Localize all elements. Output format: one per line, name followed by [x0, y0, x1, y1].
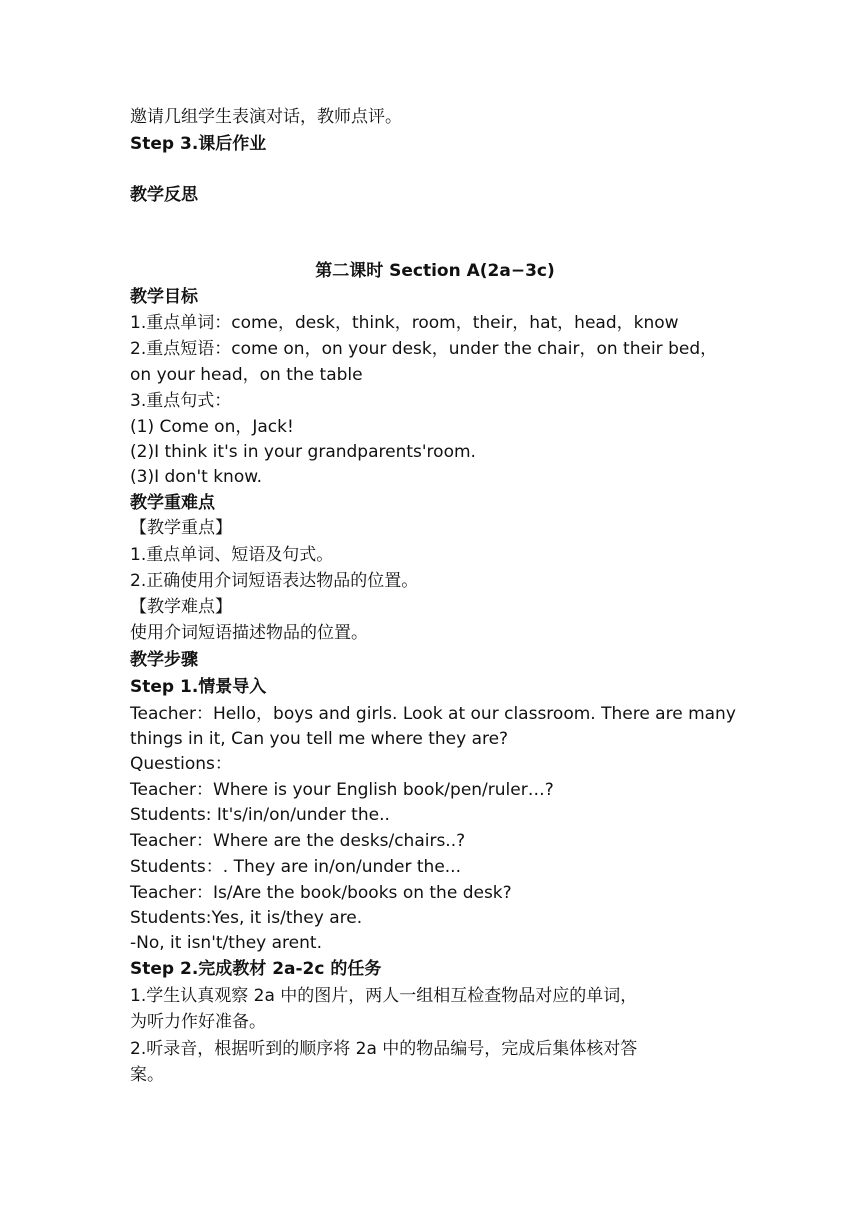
text-line: (3)I don't know.	[130, 467, 262, 487]
section-heading: 教学步骤	[130, 650, 198, 670]
text-line: 为听力作好准备。	[130, 1012, 266, 1032]
text-line: 【教学难点】	[130, 597, 232, 617]
text-line: 1.学生认真观察 2a 中的图片，两人一组相互检查物品对应的单词，	[130, 986, 638, 1006]
step-heading: Step 2.完成教材 2a-2c 的任务	[130, 959, 382, 979]
step-heading: Step 3.课后作业	[130, 134, 267, 154]
text-line: 2.听录音，根据听到的顺序将 2a 中的物品编号，完成后集体核对答	[130, 1039, 638, 1059]
text-line: 案。	[130, 1065, 164, 1085]
text-line: Students:Yes, it is/they are.	[130, 908, 363, 928]
text-line: Teacher：Is/Are the book/books on the desk?	[130, 883, 512, 903]
text-line: 1.重点单词、短语及句式。	[130, 545, 334, 565]
text-line: 【教学重点】	[130, 518, 232, 538]
text-line: Teacher：Where are the desks/chairs..?	[130, 831, 466, 851]
text-line: 邀请几组学生表演对话，教师点评。	[130, 107, 402, 127]
lesson-title: 第二课时 Section A(2a−3c)	[315, 261, 555, 281]
text-line: (1) Come on，Jack!	[130, 417, 294, 437]
text-line: -No, it isn't/they arent.	[130, 933, 322, 953]
section-heading: 教学目标	[130, 287, 198, 307]
text-line: Teacher：Hello，boys and girls. Look at our classroom. There are many	[130, 704, 736, 724]
text-line: things in it, Can you tell me where they are?	[130, 729, 509, 749]
section-heading: 教学重难点	[130, 493, 215, 513]
text-line: 3.重点句式：	[130, 391, 232, 411]
text-line: 2.正确使用介词短语表达物品的位置。	[130, 571, 419, 591]
text-line: Students：. They are in/on/under the...	[130, 857, 461, 877]
text-line: Students: It's/in/on/under the..	[130, 805, 390, 825]
text-line: 1.重点单词：come，desk，think，room，their，hat，head，know	[130, 313, 679, 333]
text-line: (2)I think it's in your grandparents'room.	[130, 442, 476, 462]
step-heading: Step 1.情景导入	[130, 677, 267, 697]
section-heading: 教学反思	[130, 185, 198, 205]
text-line: 使用介词短语描述物品的位置。	[130, 623, 368, 643]
text-line: on your head，on the table	[130, 365, 363, 385]
text-line: Teacher：Where is your English book/pen/ruler…?	[130, 780, 554, 800]
text-line: Questions：	[130, 754, 232, 774]
text-line: 2.重点短语：come on，on your desk，under the chair，on their bed，	[130, 339, 718, 359]
